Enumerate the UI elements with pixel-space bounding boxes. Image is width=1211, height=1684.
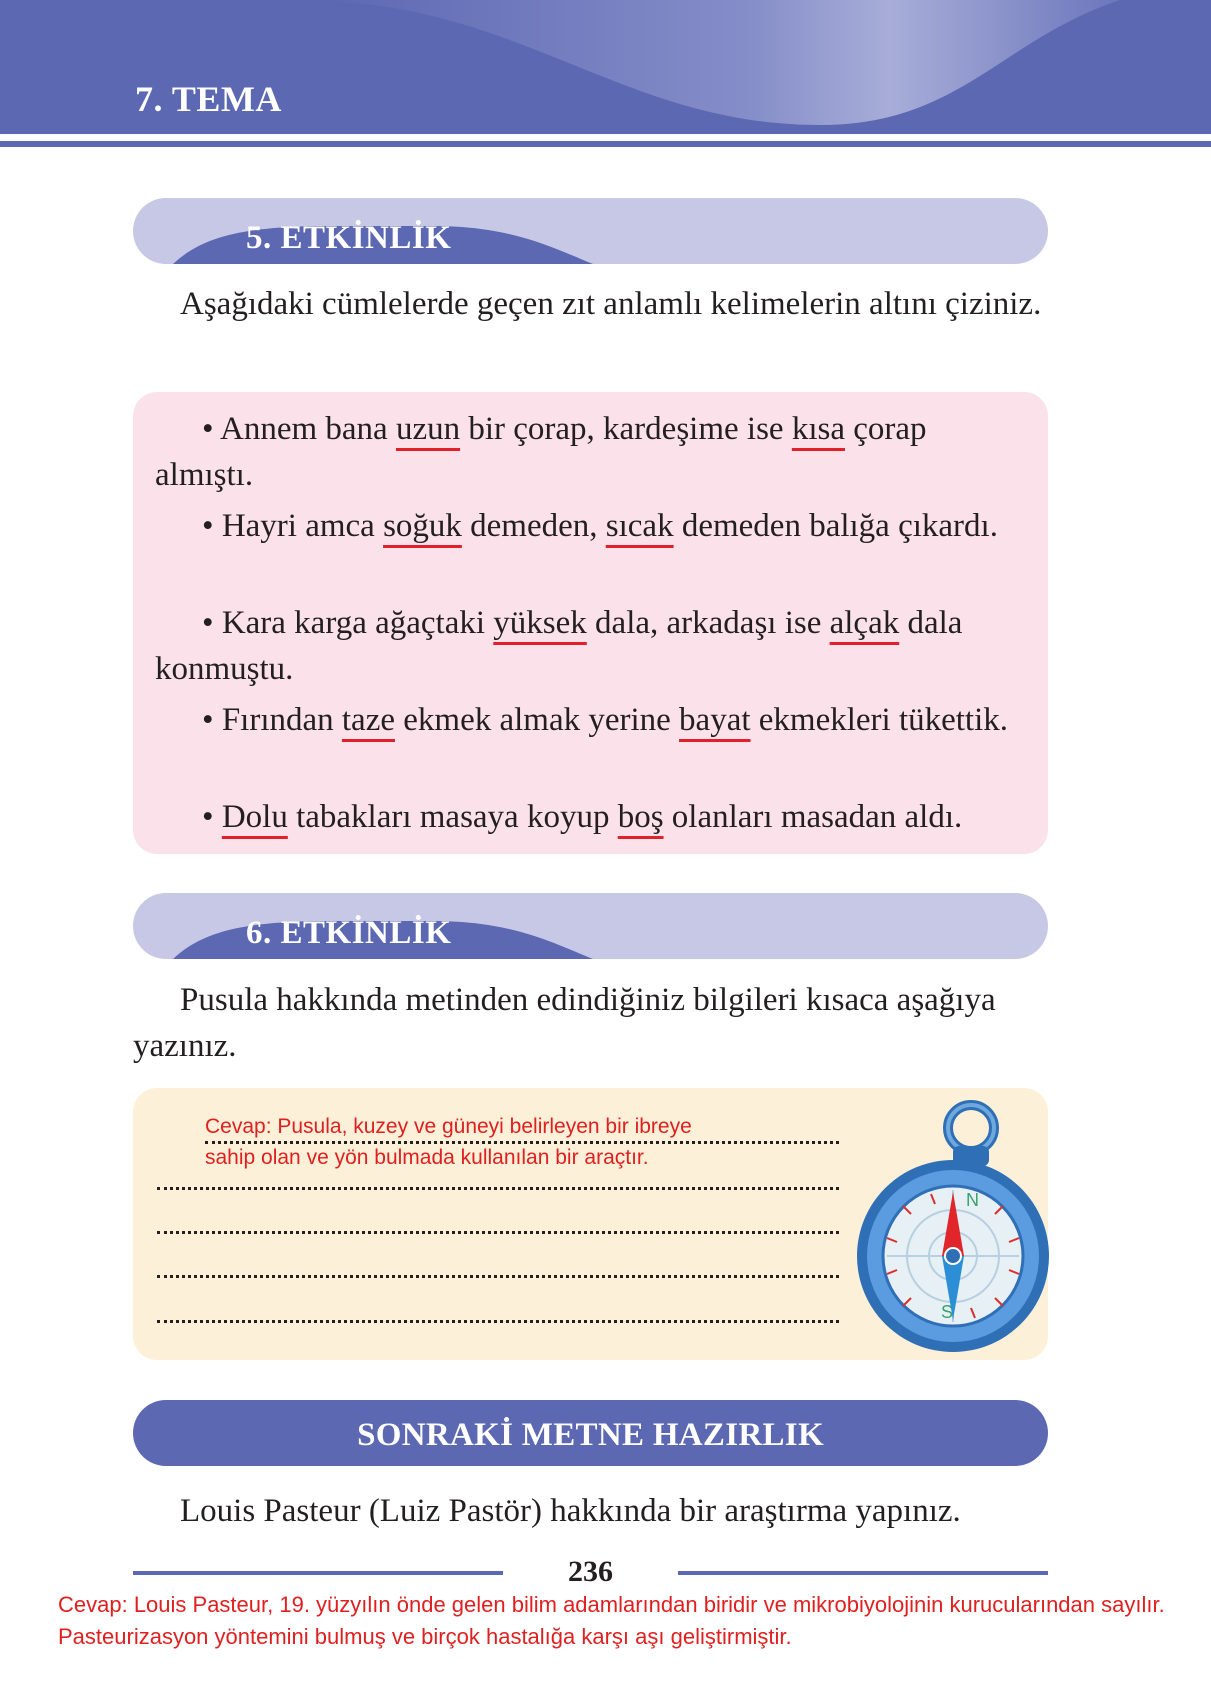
activity6-instruction: Pusula hakkında metinden edindiğiniz bilgileri kısaca aşağıya yazınız. [133,982,996,1064]
underlined-word: bayat [679,702,751,738]
activity5-banner [133,198,1048,264]
underlined-word: yüksek [493,605,587,641]
footer-rule-right [678,1571,1048,1575]
underlined-word: alçak [829,605,900,641]
north-label: N [966,1190,979,1210]
activity5-title: 5. ETKİNLİK [246,220,452,256]
next-text-title: SONRAKİ METNE HAZIRLIK [357,1417,824,1453]
underlined-word: soğuk [383,508,462,544]
next-text-instruction: Louis Pasteur (Luiz Pastör) hakkında bir araştırma yapınız. [180,1493,961,1529]
sentence-3: • Kara karga ağaçtaki yüksek dala, arkadaşı ise alçak dala konmuştu. [155,605,963,687]
underlined-word: Dolu [221,799,288,835]
south-label: S [941,1302,954,1322]
underlined-word: sıcak [605,508,674,544]
page-number: 236 [568,1555,613,1588]
next-text-banner [133,1400,1048,1466]
sentence-4: • Fırından taze ekmek almak yerine bayat ekmekleri tükettik. [202,702,1009,738]
footer-rule-left [133,1571,503,1575]
dotted-line [157,1187,839,1190]
next-text-answer: Cevap: Louis Pasteur, 19. yüzyılın önde gelen bilim adamlarından biridir ve mikrobiyolojinin kurucularından sayılır. Pasteurizasyon yöntemini bulmuş ve birçok hastalığa karşı aşı geliştirmiştir. [58,1592,1165,1649]
activity6-answer: Cevap: Pusula, kuzey ve güneyi belirleyen bir ibreye sahip olan ve yön bulmada kullanılan bir araçtır. [205,1115,692,1169]
dotted-line [157,1320,839,1323]
compass-illustration [853,1088,1053,1360]
activity6-answer-box [133,1088,1048,1360]
underlined-word: taze [341,702,395,738]
activity5-instruction: Aşağıdaki cümlelerde geçen zıt anlamlı kelimelerin altını çiziniz. [180,286,1042,322]
sentence-5: • Dolu tabakları masaya koyup boş olanları masadan aldı. [202,799,963,835]
activity6-banner [133,893,1048,959]
dotted-line [157,1231,839,1234]
underlined-word: boş [617,799,664,835]
activity5-sentence-box [133,392,1048,854]
dotted-line [157,1275,839,1278]
sentence-1: • Annem bana uzun bir çorap, kardeşime ise kısa çorap almıştı. [155,411,927,493]
activity6-title: 6. ETKİNLİK [246,915,452,951]
underlined-word: kısa [791,411,845,447]
underlined-word: uzun [395,411,461,447]
sentence-2: • Hayri amca soğuk demeden, sıcak demeden balığa çıkardı. [202,508,998,544]
theme-title: 7. TEMA [135,79,282,119]
header-band [0,0,1211,150]
